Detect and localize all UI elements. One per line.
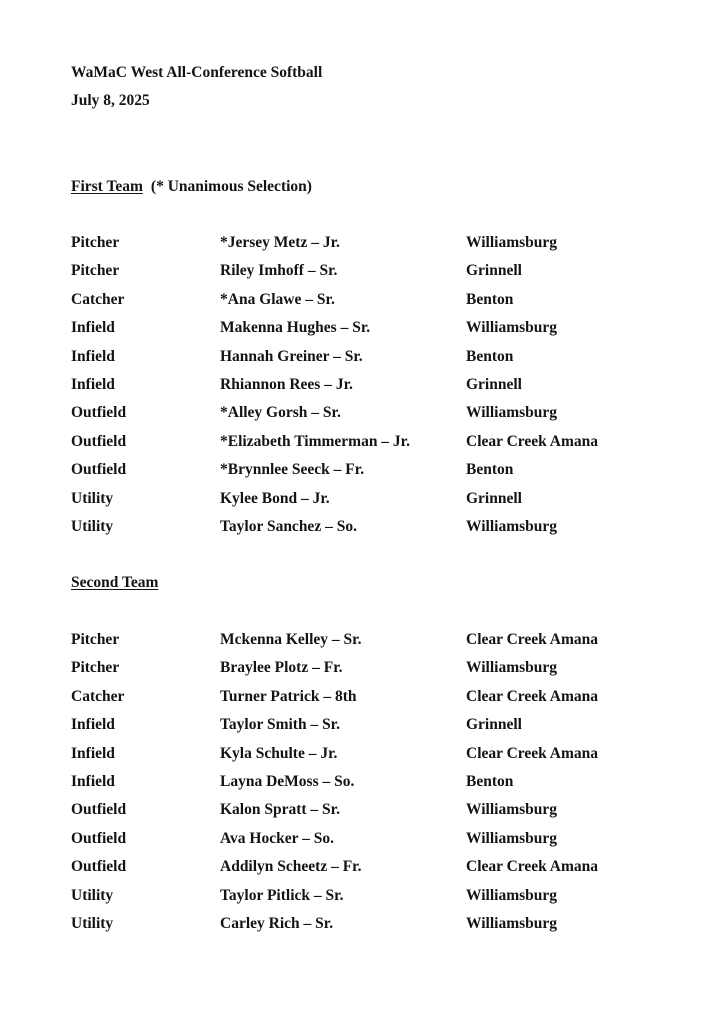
- player-cell: Braylee Plotz – Fr.: [220, 659, 343, 677]
- position-cell: Utility: [71, 489, 114, 507]
- position-cell: Infield: [71, 375, 115, 393]
- position-cell: Infield: [71, 319, 115, 337]
- player-cell: Makenna Hughes – Sr.: [220, 319, 371, 337]
- school-cell: Williamsburg: [466, 914, 558, 932]
- school-cell: Williamsburg: [466, 319, 558, 337]
- table-row: [0, 687, 718, 715]
- player-cell: Rhiannon Rees – Jr.: [220, 375, 353, 393]
- position-cell: Outfield: [71, 404, 127, 422]
- position-cell: Outfield: [71, 801, 127, 819]
- table-row: [0, 233, 718, 261]
- player-cell: Mckenna Kelley – Sr.: [220, 631, 362, 648]
- position-cell: Utility: [71, 517, 114, 535]
- school-cell: Clear Creek Amana: [466, 858, 599, 876]
- first-team-heading: [71, 177, 312, 197]
- position-cell: Infield: [71, 744, 115, 762]
- table-row: [0, 772, 718, 800]
- school-cell: Clear Creek Amana: [466, 432, 599, 450]
- table-row: [0, 630, 718, 658]
- school-cell: Williamsburg: [466, 659, 558, 677]
- player-cell: Ava Hocker – So.: [220, 829, 334, 847]
- table-row: [0, 857, 718, 885]
- table-row: [0, 829, 718, 857]
- school-cell: Clear Creek Amana: [466, 687, 599, 705]
- table-row: [0, 261, 718, 289]
- position-cell: Infield: [71, 347, 115, 365]
- first-team-title: First Team: [71, 178, 143, 195]
- player-cell: Taylor Pitlick – Sr.: [220, 886, 344, 904]
- school-cell: Grinnell: [466, 375, 522, 393]
- position-cell: Outfield: [71, 432, 127, 450]
- player-cell: Riley Imhoff – Sr.: [220, 262, 338, 280]
- player-cell: Kylee Bond – Jr.: [220, 489, 330, 507]
- position-cell: Outfield: [71, 461, 127, 479]
- table-row: [0, 318, 718, 346]
- table-row: [0, 886, 718, 914]
- school-cell: Williamsburg: [466, 234, 558, 251]
- player-cell: Hannah Greiner – Sr.: [220, 347, 363, 365]
- position-cell: Infield: [71, 772, 115, 790]
- position-cell: Catcher: [71, 687, 125, 705]
- position-cell: Utility: [71, 914, 114, 932]
- school-cell: Grinnell: [466, 716, 522, 734]
- player-cell: Kalon Spratt – Sr.: [220, 801, 341, 819]
- school-cell: Williamsburg: [466, 886, 558, 904]
- school-cell: Grinnell: [466, 489, 522, 507]
- document-date: July 8, 2025: [71, 92, 150, 109]
- table-row: [0, 375, 718, 403]
- position-cell: Outfield: [71, 858, 127, 876]
- player-cell: Carley Rich – Sr.: [220, 914, 334, 932]
- player-cell: *Alley Gorsh – Sr.: [220, 404, 341, 422]
- table-row: [0, 715, 718, 743]
- table-row: [0, 403, 718, 431]
- school-cell: Benton: [466, 290, 514, 308]
- table-row: [0, 914, 718, 942]
- player-cell: Layna DeMoss – So.: [220, 772, 355, 790]
- table-row: [0, 290, 718, 318]
- school-cell: Benton: [466, 461, 514, 479]
- school-cell: Benton: [466, 347, 514, 365]
- table-row: [0, 744, 718, 772]
- second-team-table: [0, 630, 718, 942]
- position-cell: Utility: [71, 886, 114, 904]
- second-team-heading: [71, 573, 158, 593]
- first-team-table: [0, 233, 718, 545]
- table-row: [0, 658, 718, 686]
- document-title: WaMaC West All-Conference Softball: [71, 64, 323, 81]
- table-row: [0, 800, 718, 828]
- school-cell: Grinnell: [466, 262, 522, 280]
- table-row: [0, 347, 718, 375]
- table-row: [0, 432, 718, 460]
- position-cell: Outfield: [71, 829, 127, 847]
- position-cell: Pitcher: [71, 234, 120, 251]
- school-cell: Williamsburg: [466, 829, 558, 847]
- position-cell: Infield: [71, 716, 115, 734]
- position-cell: Catcher: [71, 290, 125, 308]
- second-team-title: Second Team: [71, 574, 159, 591]
- position-cell: Pitcher: [71, 631, 120, 648]
- table-row: [0, 517, 718, 545]
- position-cell: Pitcher: [71, 659, 120, 677]
- school-cell: Clear Creek Amana: [466, 631, 599, 648]
- position-cell: Pitcher: [71, 262, 120, 280]
- table-row: [0, 460, 718, 488]
- school-cell: Benton: [466, 772, 514, 790]
- school-cell: Clear Creek Amana: [466, 744, 599, 762]
- player-cell: Taylor Smith – Sr.: [220, 716, 341, 734]
- player-cell: *Brynnlee Seeck – Fr.: [220, 461, 365, 479]
- school-cell: Williamsburg: [466, 517, 558, 535]
- table-row: [0, 489, 718, 517]
- player-cell: Addilyn Scheetz – Fr.: [220, 858, 362, 876]
- player-cell: Turner Patrick – 8th: [220, 687, 357, 705]
- player-cell: Kyla Schulte – Jr.: [220, 744, 338, 762]
- player-cell: *Jersey Metz – Jr.: [220, 234, 340, 251]
- player-cell: *Ana Glawe – Sr.: [220, 290, 335, 308]
- player-cell: Taylor Sanchez – So.: [220, 517, 357, 535]
- school-cell: Williamsburg: [466, 801, 558, 819]
- school-cell: Williamsburg: [466, 404, 558, 422]
- player-cell: *Elizabeth Timmerman – Jr.: [220, 432, 411, 450]
- unanimous-note: (* Unanimous Selection): [150, 178, 312, 195]
